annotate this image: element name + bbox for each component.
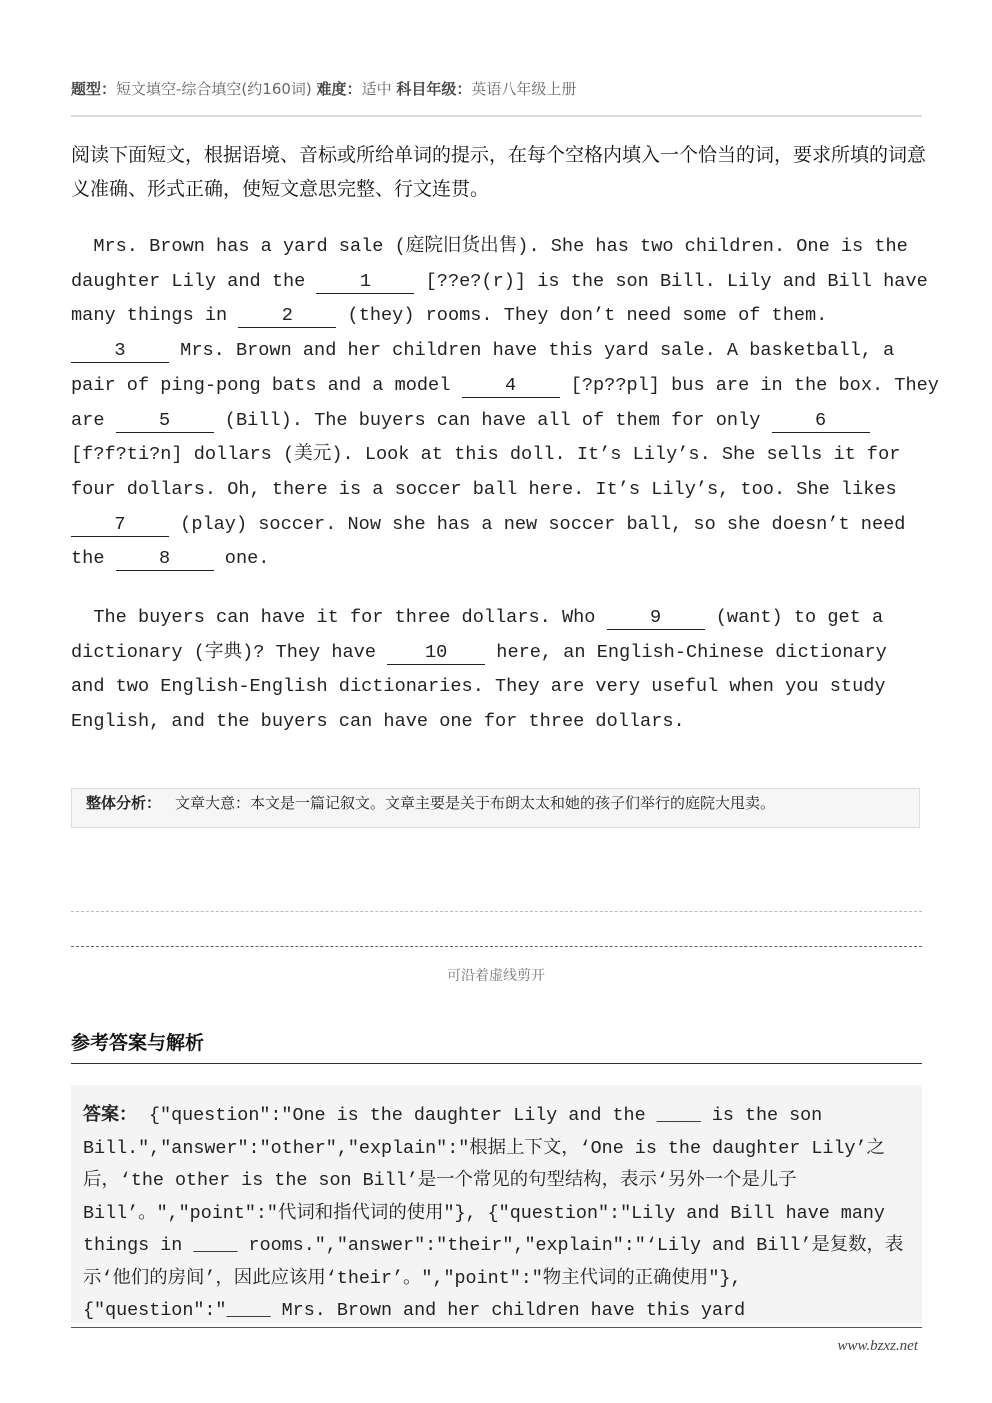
passage-text: here, an English-Chinese dictionary — [485, 641, 887, 663]
divider — [71, 1327, 922, 1328]
instruction: 阅读下面短文，根据语境、音标或所给单词的提示，在每个空格内填入一个恰当的词，要求所填的词意义准确、形式正确，使短文意思完整、行文连贯。 — [71, 144, 927, 200]
answer-box — [71, 1085, 922, 1323]
passage-text: four dollars. Oh, there is a soccer ball here. It’s Lily’s, too. She likes — [71, 478, 897, 500]
passage-text: many things in — [71, 305, 239, 327]
analysis-box — [71, 788, 920, 828]
passage-line — [71, 299, 951, 334]
passage-text: (play) soccer. Now she has a new soccer ball, so she doesn’t need — [169, 513, 906, 535]
difficulty-label: 难度： — [316, 80, 362, 98]
blank-9[interactable]: 9 — [607, 607, 705, 630]
blank-8[interactable]: 8 — [116, 548, 214, 571]
blank-5[interactable]: 5 — [116, 410, 214, 433]
passage-text: The buyers can have it for three dollars. Who — [71, 607, 607, 628]
passage-line — [71, 601, 951, 636]
passage-line — [71, 369, 951, 404]
passage-text: dictionary (字典)? They have — [71, 641, 388, 663]
passage-text: are — [71, 409, 116, 431]
answer-text: {"question":"One is the daughter Lily and the ____ is the son Bill.","answer":"other","explain":"根据上下文，‘One is the daughter Lily’之后，‘the other is the son Bill’是一个常见的句型结构，表示‘另外一个是儿子Bill’。","point":"代词和指代词的使用"}, {"question":"Lily and Bill have many things in ____ rooms.","answer":"their","explain":"‘Lily and Bill’是复数，表示‘他们的房间’，因此应该用‘their’。","point":"物主代词的正确使用"}, {"question":"____ Mrs. Brown and her children have this yard — [83, 1105, 904, 1321]
cut-line — [71, 946, 922, 947]
passage-paragraph-2 — [71, 601, 951, 740]
passage-text: one. — [213, 548, 270, 570]
passage-line — [71, 334, 951, 369]
passage-paragraph-1 — [71, 230, 951, 577]
blank-1[interactable]: 1 — [316, 271, 414, 294]
passage-line — [71, 230, 951, 265]
question-meta — [71, 78, 576, 99]
passage-text: the — [71, 548, 116, 570]
passage-line — [71, 265, 951, 300]
answer-label: 答案： — [83, 1104, 137, 1125]
passage-text: [f?f?ti?n] dollars (美元). Look at this doll. It’s Lily’s. She sells it for — [71, 444, 901, 466]
answer-heading: 参考答案与解析 — [71, 1032, 205, 1054]
passage-text: (want) to get a — [704, 607, 884, 628]
passage-text: (Bill). The buyers can have all of them for only — [213, 409, 772, 431]
cut-hint: 可沿着虚线剪开 — [447, 968, 545, 984]
grade-value: 英语八年级上册 — [471, 80, 577, 98]
difficulty-value: 适中 — [361, 80, 392, 98]
passage-line — [71, 473, 951, 508]
passage-text: [??e?(r)] is the son Bill. Lily and Bill have — [414, 270, 928, 292]
analysis-label: 整体分析： — [86, 794, 162, 812]
blank-4[interactable]: 4 — [462, 375, 560, 398]
blank-2[interactable]: 2 — [238, 305, 336, 328]
footer-url: www.bzxz.net — [837, 1338, 918, 1354]
passage-text: pair of ping-pong bats and a model — [71, 374, 462, 396]
passage-line — [71, 636, 951, 671]
grade-label: 科目年级： — [396, 80, 472, 98]
passage-line — [71, 404, 951, 439]
type-label: 题型： — [71, 80, 117, 98]
passage-line — [71, 438, 951, 473]
passage-text: Mrs. Brown has a yard sale (庭院旧货出售). She has two children. One is the — [71, 236, 908, 257]
passage-line — [71, 670, 951, 705]
passage-text: (they) rooms. They don’t need some of them. — [336, 305, 828, 327]
passage-line — [71, 508, 951, 543]
blank-3[interactable]: 3 — [71, 340, 169, 363]
blank-7[interactable]: 7 — [71, 514, 169, 537]
passage-text: Mrs. Brown and her children have this yard sale. A basketball, a — [169, 340, 895, 362]
analysis-text: 文章大意：本文是一篇记叙文。文章主要是关于布朗太太和她的孩子们举行的庭院大甩卖。 — [175, 794, 776, 812]
passage-line — [71, 542, 951, 577]
divider — [71, 1063, 922, 1064]
passage-line — [71, 705, 951, 740]
divider — [71, 115, 922, 117]
blank-6[interactable]: 6 — [772, 410, 870, 433]
passage-text: daughter Lily and the — [71, 270, 317, 292]
type-value: 短文填空-综合填空(约160词) — [116, 80, 312, 98]
cut-line — [71, 911, 922, 912]
passage-text: [?p??pl] bus are in the box. They — [559, 374, 939, 396]
passage-text: English, and the buyers can have one for three dollars. — [71, 711, 685, 733]
passage-text: and two English-English dictionaries. They are very useful when you study — [71, 676, 886, 698]
blank-10[interactable]: 10 — [387, 642, 485, 665]
